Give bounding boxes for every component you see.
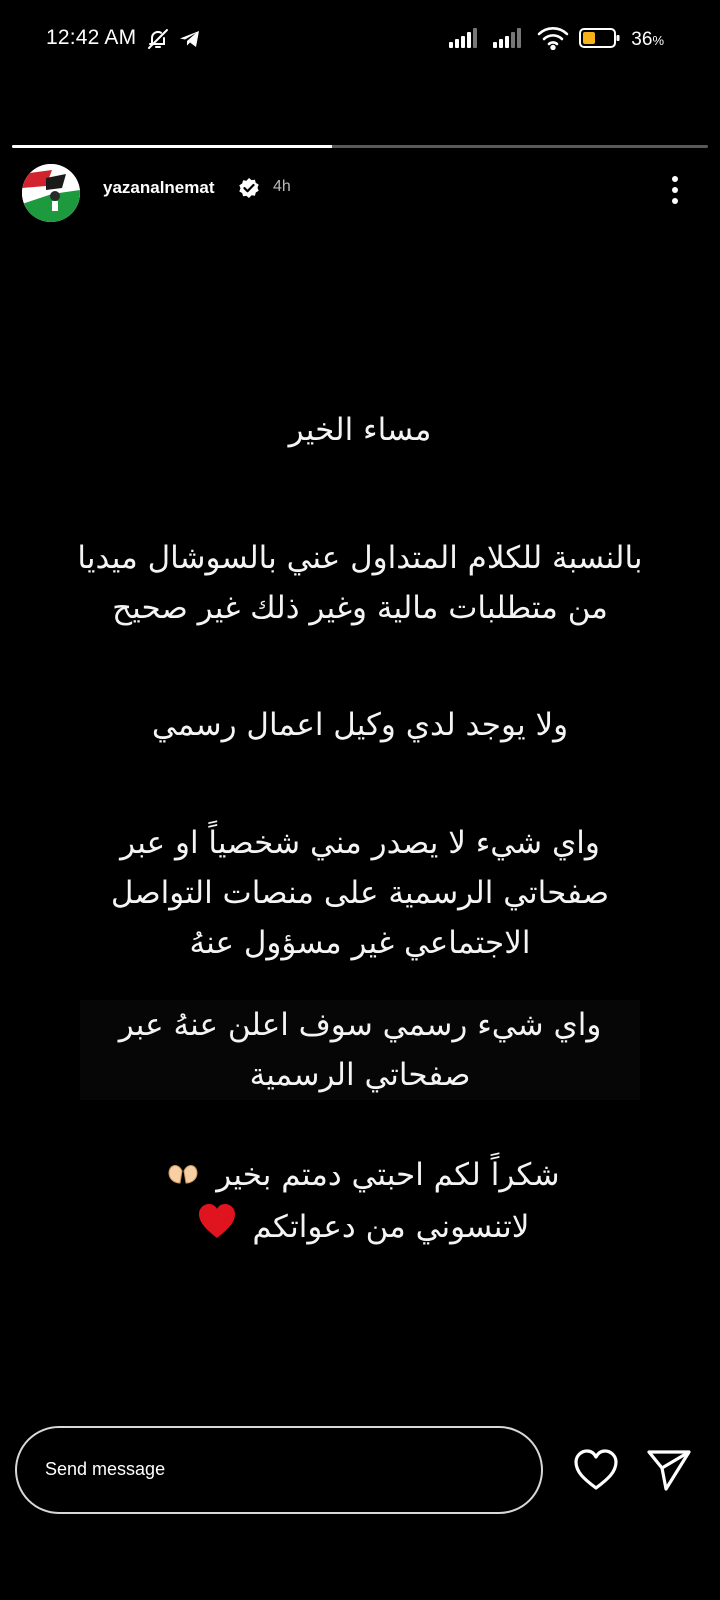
status-bar bbox=[0, 0, 720, 80]
story-timestamp: 4h bbox=[273, 178, 291, 195]
signal-icon bbox=[449, 28, 483, 52]
story-text-segment: شكراً لكم احبتي دمتم بخير bbox=[216, 1157, 560, 1193]
story-progress-bar bbox=[12, 145, 708, 148]
status-left-icons bbox=[146, 27, 202, 55]
story-paragraph-5 bbox=[0, 1150, 720, 1255]
more-options-button[interactable] bbox=[660, 172, 690, 208]
bell-muted-icon bbox=[146, 27, 170, 55]
story-paragraph-2 bbox=[0, 700, 720, 750]
more-dot bbox=[672, 176, 678, 182]
status-time: 12:42 AM bbox=[46, 26, 137, 49]
heart-hands-icon bbox=[166, 1152, 200, 1202]
avatar[interactable] bbox=[22, 164, 80, 222]
story-text-line: من متطلبات مالية وغير ذلك غير صحيح bbox=[112, 590, 608, 626]
username[interactable]: yazanalnemat bbox=[103, 178, 215, 197]
story-text-line: صفحاتي الرسمية على منصات التواصل bbox=[110, 875, 610, 911]
send-icon[interactable] bbox=[646, 1448, 692, 1492]
story-text-line: واي شيء لا يصدر مني شخصياً او عبر bbox=[120, 825, 600, 861]
story-text-line: بالنسبة للكلام المتداول عني بالسوشال ميديا bbox=[77, 540, 643, 576]
red-heart-icon bbox=[197, 1202, 237, 1255]
story-greeting bbox=[0, 405, 720, 455]
send-message-input[interactable] bbox=[15, 1426, 543, 1514]
story-text-line bbox=[0, 1202, 720, 1255]
story-text-line: مساء الخير bbox=[288, 412, 432, 448]
battery-percentage: 36% bbox=[631, 29, 664, 50]
story-paragraph-4 bbox=[80, 1000, 640, 1100]
battery-icon bbox=[579, 27, 621, 53]
story-text-line: واي شيء رسمي سوف اعلن عنهُ عبر bbox=[118, 1007, 602, 1043]
story-text-line: صفحاتي الرسمية bbox=[249, 1057, 471, 1093]
more-dot bbox=[672, 198, 678, 204]
message-placeholder: Send message bbox=[45, 1459, 166, 1479]
story-text-line bbox=[0, 1150, 720, 1202]
wifi-icon bbox=[537, 26, 569, 54]
story-text-segment: لاتنسوني من دعواتكم bbox=[252, 1208, 530, 1245]
story-paragraph-4-box bbox=[80, 1000, 640, 1100]
verified-badge-icon bbox=[238, 177, 260, 199]
story-text-line: الاجتماعي غير مسؤول عنهُ bbox=[189, 925, 531, 961]
signal-icon bbox=[493, 28, 527, 52]
story-header bbox=[0, 160, 720, 230]
story-paragraph-3 bbox=[0, 818, 720, 968]
more-dot bbox=[672, 187, 678, 193]
story-text-line: ولا يوجد لدي وكيل اعمال رسمي bbox=[151, 707, 569, 743]
story-paragraph-1 bbox=[0, 533, 720, 633]
story-progress-fill bbox=[12, 145, 332, 148]
status-right-icons bbox=[449, 26, 664, 54]
telegram-icon bbox=[178, 27, 202, 55]
heart-icon[interactable] bbox=[572, 1448, 620, 1492]
